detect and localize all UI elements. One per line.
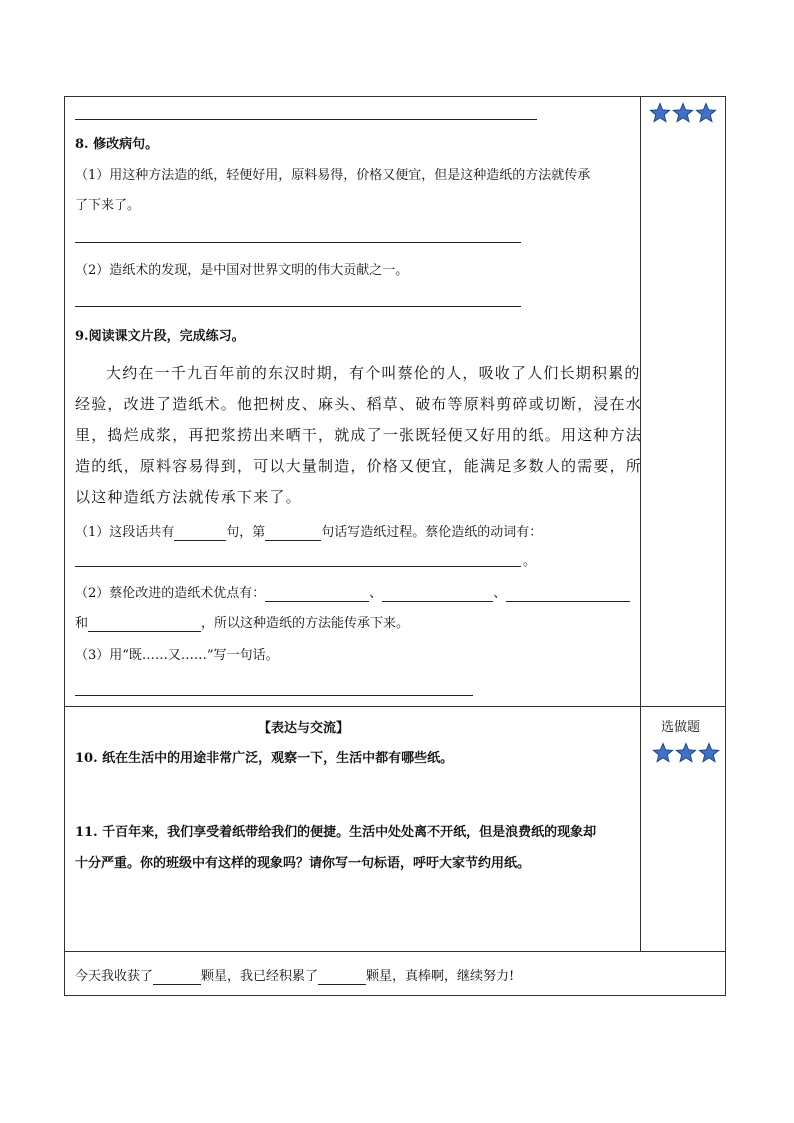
footer-text-b: 颗星，我已经积累了: [201, 969, 319, 984]
blank-stars-today[interactable]: [153, 972, 201, 985]
passage-line-2: 经验，改进了造纸术。他把树皮、麻头、稻草、破布等原料剪碎或切断，浸在水: [75, 395, 643, 413]
q11-line2: 十分严重。你的班级中有这样的现象吗？请你写一句标语，呼吁大家节约用纸。: [75, 856, 531, 871]
column-divider: [640, 97, 641, 952]
q9-1-text-a: （1）这段话共有: [75, 525, 175, 540]
q8-answer-line-1: [75, 242, 521, 243]
blank-sentence-number[interactable]: [265, 528, 321, 541]
q9-1-end-mark: 。: [523, 554, 537, 569]
blank-advantage-2[interactable]: [382, 589, 493, 602]
row-divider-2: [65, 951, 725, 952]
q9-1-line: [75, 525, 542, 541]
q9-3: （3）用“既……又……”写一句话。: [75, 648, 279, 663]
q9-3-answer-line[interactable]: [75, 695, 473, 696]
star-icon: [649, 102, 671, 124]
difficulty-stars-1: [649, 102, 717, 124]
q9-2-sep-2: 、: [493, 586, 507, 601]
answer-line-top: [75, 119, 537, 120]
footer-text-c: 颗星，真棒啊，继续努力!: [366, 969, 515, 984]
blank-advantage-3[interactable]: [506, 589, 630, 602]
passage-line-3: 里，捣烂成浆，再把浆捞出来晒干，就成了一张既轻便又好用的纸。用这种方法: [75, 426, 643, 444]
footer-line: [75, 969, 514, 985]
section-title: 【表达与交流】: [258, 721, 350, 736]
q9-1-text-c: 句话写造纸过程。蔡伦造纸的动词有：: [321, 525, 543, 540]
blank-advantage-1[interactable]: [265, 589, 369, 602]
blank-advantage-4[interactable]: [88, 619, 201, 632]
q8-s1-line2: 了下来了。: [75, 198, 141, 213]
q9-2-line2: [75, 616, 409, 632]
worksheet-table: [64, 96, 726, 996]
q10: 10. 纸在生活中的用途非常广泛，观察一下，生活中都有哪些纸。: [75, 751, 454, 766]
q8-title: 8. 修改病句。: [75, 137, 159, 152]
q9-2-text-b: ，所以这种造纸的方法能传承下来。: [201, 616, 410, 631]
footer-text-a: 今天我收获了: [75, 969, 154, 984]
difficulty-stars-2: [652, 742, 720, 764]
q9-1-text-b: 句，第: [226, 525, 266, 540]
q9-2-and: 和: [75, 616, 89, 631]
q9-2-sep-1: 、: [369, 586, 383, 601]
star-icon: [695, 102, 717, 124]
row-divider-1: [65, 706, 725, 707]
passage-line-1: 大约在一千九百年前的东汉时期，有个叫蔡伦的人，吸收了人们长期积累的: [106, 364, 641, 382]
q9-1-verbs-line[interactable]: [75, 566, 521, 567]
star-icon: [675, 742, 697, 764]
q8-s1-line1: （1）用这种方法造的纸，轻便好用，原料易得，价格又便宜，但是这种造纸的方法就传承: [75, 168, 591, 183]
star-icon: [698, 742, 720, 764]
optional-label: 选做题: [661, 720, 701, 735]
star-icon: [672, 102, 694, 124]
q9-2-text-a: （2）蔡伦改进的造纸术优点有：: [75, 586, 266, 601]
q11-line1: 11. 千百年来，我们享受着纸带给我们的便捷。生活中处处离不开纸，但是浪费纸的现象却: [75, 825, 597, 840]
blank-stars-total[interactable]: [318, 972, 366, 985]
q9-title: 9.阅读课文片段，完成练习。: [75, 329, 245, 344]
passage-line-4: 造的纸，原料容易得到，可以大量制造，价格又便宜，能满足多数人的需要，所: [75, 457, 643, 475]
q9-2-line: [75, 586, 630, 602]
q8-answer-line-2: [75, 306, 521, 307]
star-icon: [652, 742, 674, 764]
q8-s2: （2）造纸术的发现，是中国对世界文明的伟大贡献之一。: [75, 263, 409, 278]
passage-line-5: 以这种造纸方法就传承下来了。: [75, 488, 302, 506]
blank-sentence-count[interactable]: [174, 528, 226, 541]
